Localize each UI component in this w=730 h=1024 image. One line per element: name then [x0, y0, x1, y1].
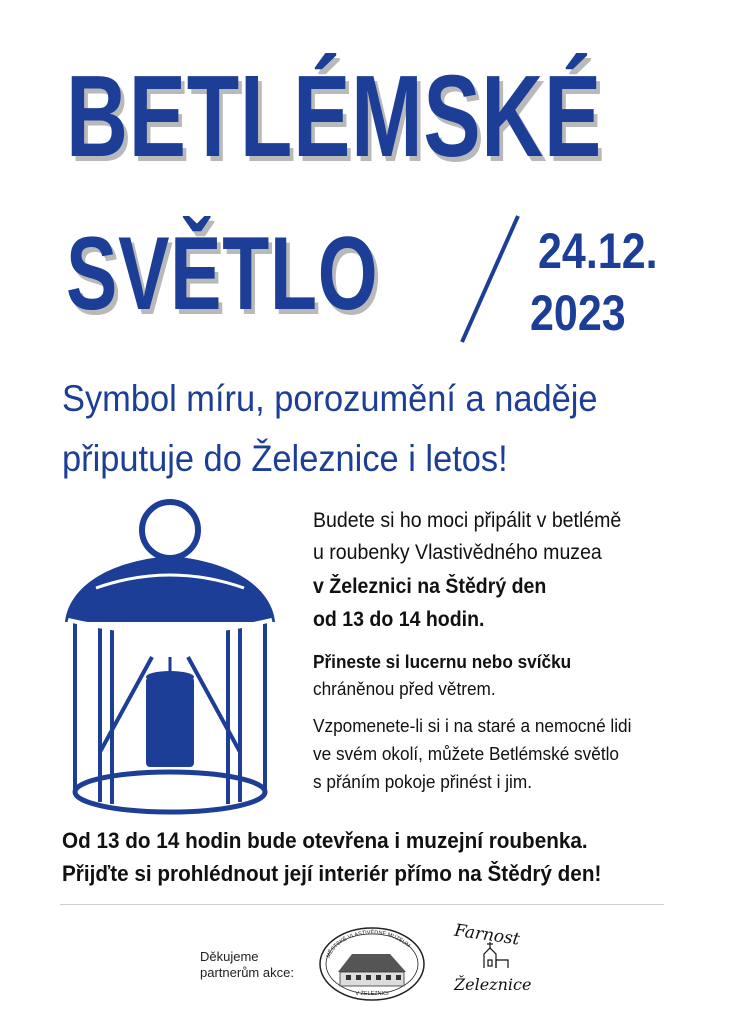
- title-line-1: BETLÉMSKÉ: [66, 51, 603, 181]
- partners-label-line1: Děkujeme: [200, 949, 259, 964]
- divider: [60, 904, 664, 905]
- info-p3-line2: ve svém okolí, můžete Betlémské světlo: [313, 743, 619, 764]
- info-p1-line4: od 13 do 14 hodin.: [313, 608, 485, 631]
- info-p1-line3: v Železnici na Štědrý den: [313, 575, 547, 598]
- info-p3-line3: s přáním pokoje přinést i jim.: [313, 771, 532, 792]
- date-day: 24.12.: [538, 223, 658, 279]
- footer-line-1: Od 13 do 14 hodin bude otevřena i muzejní roubenka.: [62, 828, 588, 853]
- museum-logo: [318, 926, 426, 1002]
- museum-logo-text: MĚSTSKÉ VLASTIVĚDNÉ MUZEUM: [325, 929, 411, 959]
- info-p2-line2: chráněnou před větrem.: [313, 678, 496, 699]
- info-p1-line1: Budete si ho moci připálit v betlémě: [313, 509, 622, 532]
- info-p3-line1: Vzpomenete-li si i na staré a nemocné lidi: [313, 715, 632, 736]
- partners-label-line2: partnerům akce:: [200, 965, 294, 980]
- title-line-2: SVĚTLO: [66, 216, 379, 332]
- footer-line-2: Přijďte si prohlédnout její interiér přímo na Štědrý den!: [62, 861, 602, 886]
- lantern-icon: [60, 492, 280, 822]
- museum-logo-bottom: V ŽELEZNICI: [355, 991, 389, 997]
- parish-logo-line2: Železnice: [454, 975, 532, 994]
- subtitle-line-1: Symbol míru, porozumění a naděje: [62, 378, 598, 419]
- slash-divider: [450, 210, 530, 350]
- parish-logo: [446, 918, 546, 998]
- parish-logo-line1: Farnost: [453, 920, 521, 950]
- date-year: 2023: [530, 285, 626, 341]
- info-p2-line1: Přineste si lucernu nebo svíčku: [313, 651, 572, 672]
- subtitle-line-2: připutuje do Železnice i letos!: [62, 438, 508, 479]
- info-p1-line2: u roubenky Vlastivědného muzea: [313, 541, 602, 564]
